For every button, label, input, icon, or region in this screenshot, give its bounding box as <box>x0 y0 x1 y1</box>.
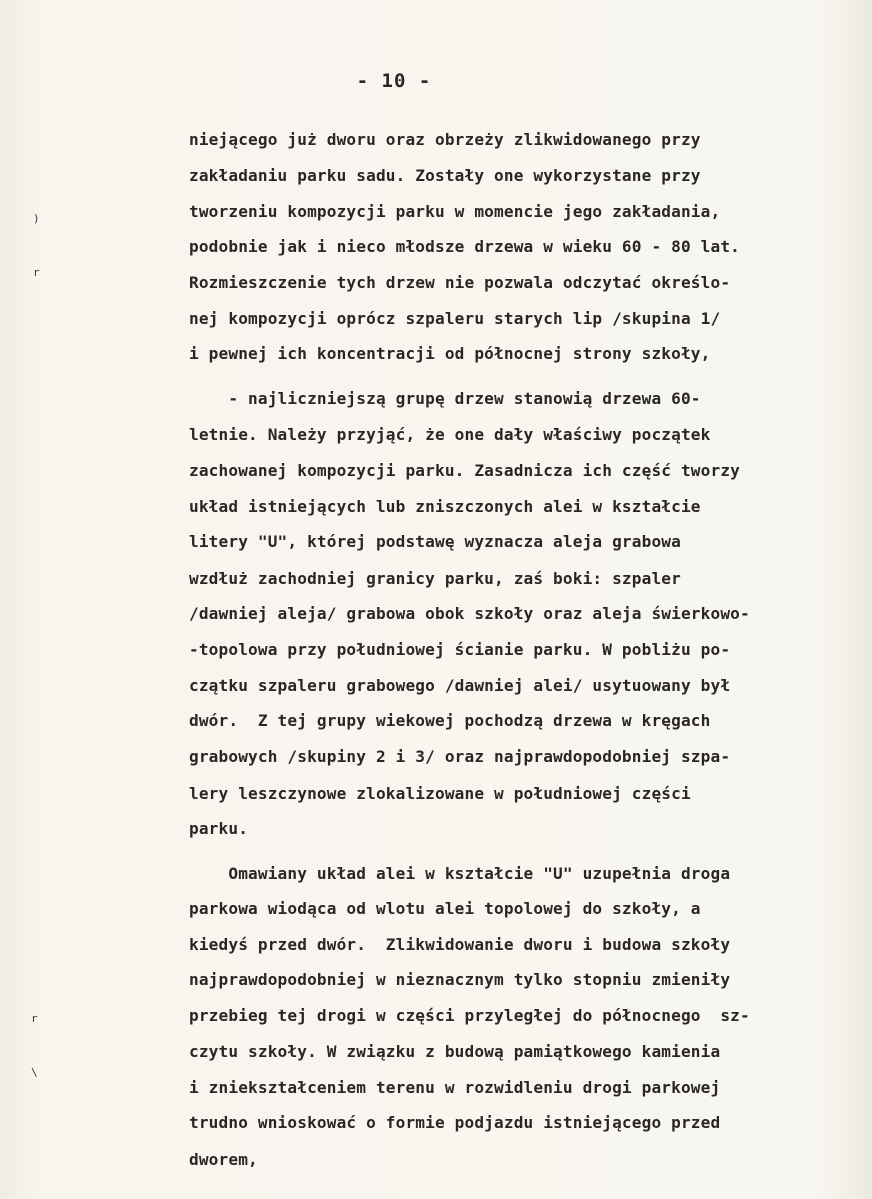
page-number: - 10 - <box>356 70 432 92</box>
text-line: nej kompozycji oprócz szpaleru starych lip /skupina 1/ <box>189 309 721 328</box>
text-line: /dawniej aleja/ grabowa obok szkoły oraz aleja świerkowo- <box>189 604 750 623</box>
text-line: podobnie jak i nieco młodsze drzewa w wieku 60 - 80 lat. <box>189 237 740 256</box>
text-line: Rozmieszczenie tych drzew nie pozwala odczytać określo- <box>189 273 731 292</box>
text-line: letnie. Należy przyjąć, że one dały właściwy początek <box>189 425 711 444</box>
text-line: lery leszczynowe zlokalizowane w południowej części <box>189 784 691 803</box>
text-line: -topolowa przy południowej ścianie parku. W pobliżu po- <box>189 640 731 659</box>
text-line: czątku szpaleru grabowego /dawniej alei/ usytuowany był <box>189 676 731 695</box>
text-line: litery "U", której podstawę wyznacza aleja grabowa <box>189 532 681 551</box>
margin-mark: \ <box>31 1066 38 1079</box>
margin-mark: ) <box>33 212 40 225</box>
text-line: parku. <box>189 819 249 838</box>
text-line: przebieg tej drogi w części przyległej do północnego sz- <box>189 1006 750 1025</box>
text-line: niejącego już dworu oraz obrzeży zlikwidowanego przy <box>189 130 701 149</box>
text-line: i pewnej ich koncentracji od północnej strony szkoły, <box>189 344 711 363</box>
text-line: Omawiany układ alei w kształcie "U" uzupełnia droga <box>189 864 731 883</box>
text-line: grabowych /skupiny 2 i 3/ oraz najprawdopodobniej szpa- <box>189 747 731 766</box>
text-line: układ istniejących lub zniszczonych alei w kształcie <box>189 497 701 516</box>
text-line: czytu szkoły. W związku z budową pamiątkowego kamienia <box>189 1042 721 1061</box>
text-line: kiedyś przed dwór. Zlikwidowanie dworu i budowa szkoły <box>189 935 731 954</box>
text-line: dworem, <box>189 1150 258 1169</box>
text-line: dwór. Z tej grupy wiekowej pochodzą drzewa w kręgach <box>189 711 711 730</box>
margin-mark: r <box>33 266 40 279</box>
text-line: tworzeniu kompozycji parku w momencie jego zakładania, <box>189 202 721 221</box>
text-line: zakładaniu parku sadu. Zostały one wykorzystane przy <box>189 166 701 185</box>
text-line: parkowa wiodąca od wlotu alei topolowej do szkoły, a <box>189 899 701 918</box>
text-line: wzdłuż zachodniej granicy parku, zaś boki: szpaler <box>189 569 681 588</box>
text-line: zachowanej kompozycji parku. Zasadnicza ich część tworzy <box>189 461 740 480</box>
text-line: - najliczniejszą grupę drzew stanowią drzewa 60- <box>189 389 701 408</box>
text-line: najprawdopodobniej w nieznacznym tylko stopniu zmieniły <box>189 970 731 989</box>
text-line: i zniekształceniem terenu w rozwidleniu drogi parkowej <box>189 1078 721 1097</box>
margin-mark: r <box>31 1012 38 1025</box>
text-line: trudno wnioskować o formie podjazdu istniejącego przed <box>189 1113 721 1132</box>
